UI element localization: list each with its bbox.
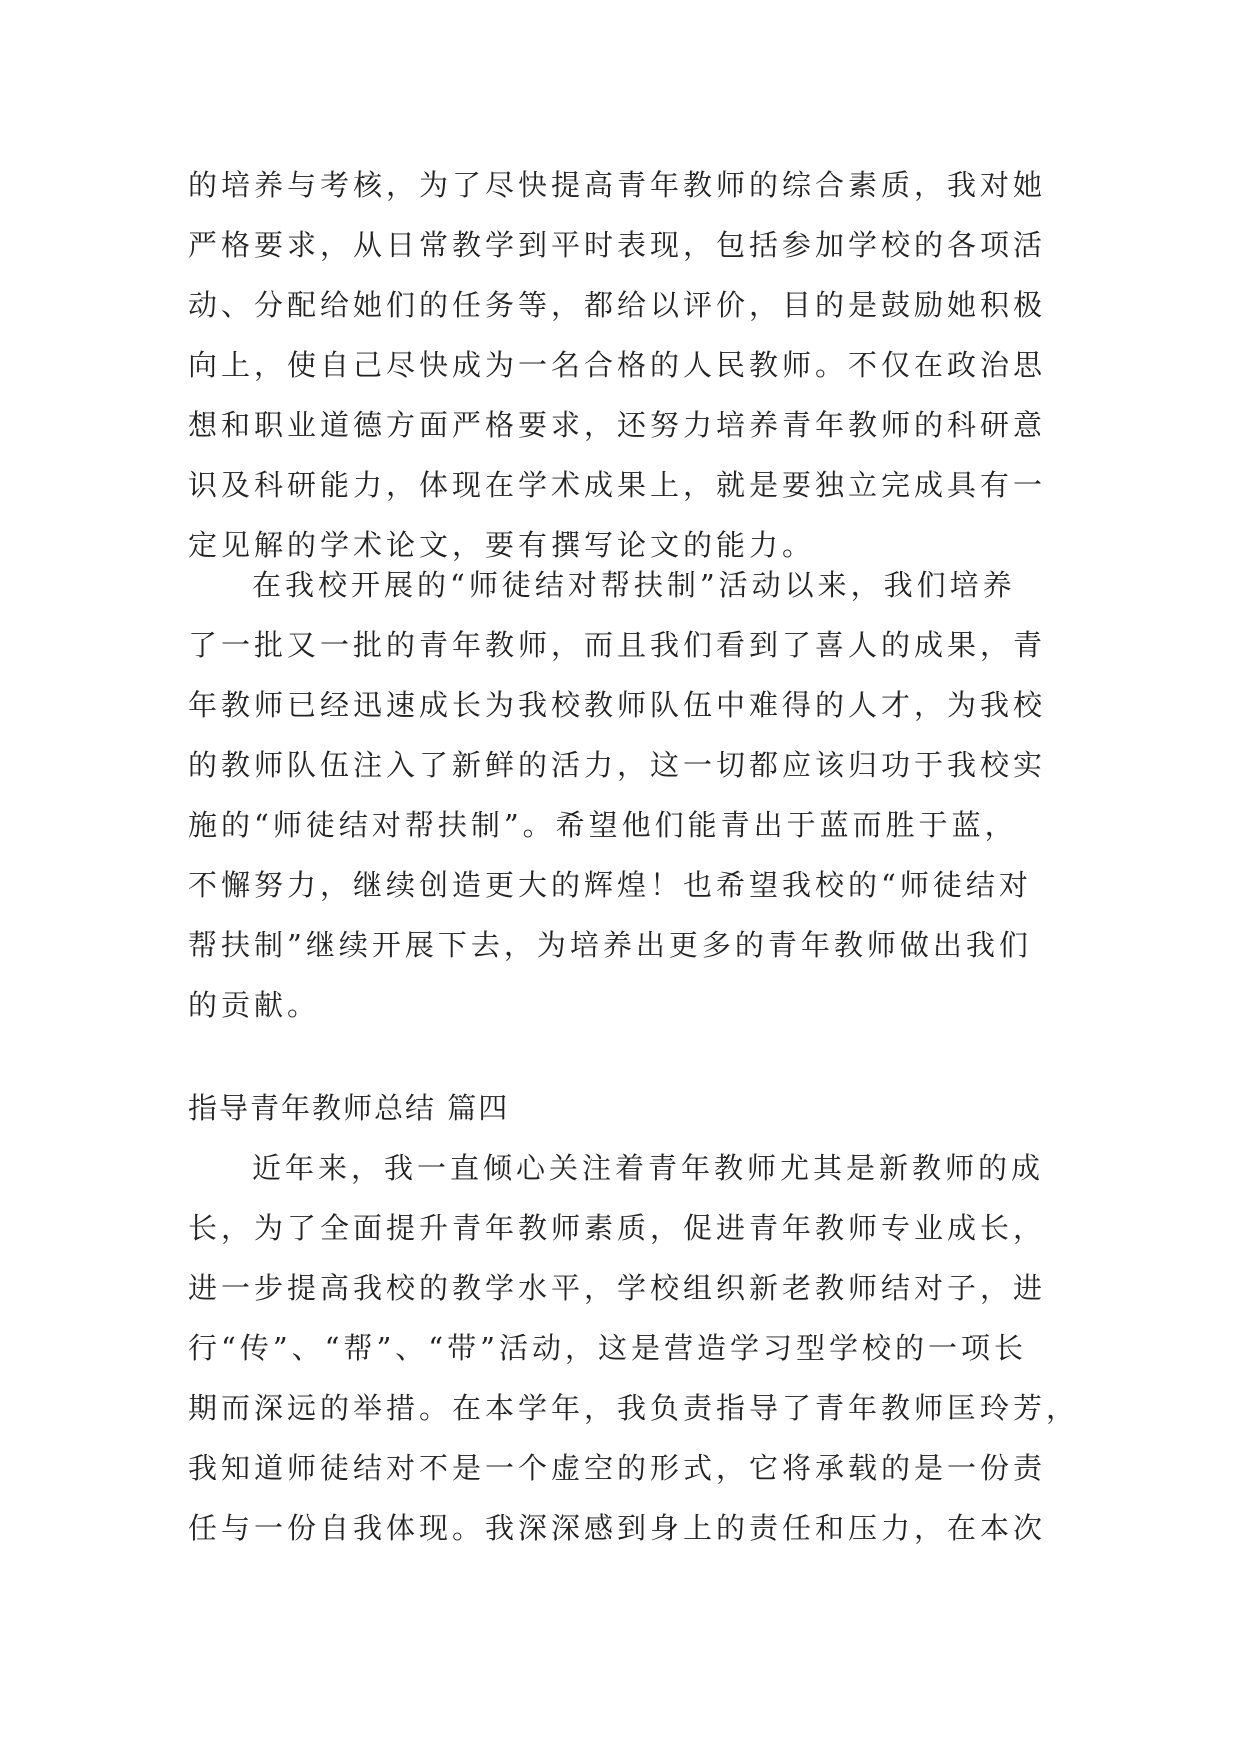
paragraph-line: 动、分配给她们的任务等，都给以评价，目的是鼓励她积极 [188,288,1047,322]
paragraph-line: 的教师队伍注入了新鲜的活力，这一切都应该归功于我校实 [188,748,1047,782]
paragraph-line: 帮扶制”继续开展下去，为培养出更多的青年教师做出我们 [188,928,1032,962]
paragraph-line: 了一批又一批的青年教师，而且我们看到了喜人的成果，青 [188,628,1047,662]
paragraph-line: 近年来，我一直倾心关注着青年教师尤其是新教师的成 [252,1151,1045,1185]
paragraph-continuation [188,155,1058,575]
paragraph-line: 施的“师徒结对帮扶制”。希望他们能青出于蓝而胜于蓝， [188,808,1018,842]
paragraph-line: 向上，使自己尽快成为一名合格的人民教师。不仅在政治思 [188,348,1047,382]
paragraph-line: 定见解的学术论文，要有撰写论文的能力。 [188,528,816,562]
paragraph-line: 识及科研能力，体现在学术成果上，就是要独立完成具有一 [188,468,1047,502]
paragraph-line: 行“传”、“帮”、“带”活动，这是营造学习型学校的一项长 [188,1331,1027,1365]
paragraph-line: 进一步提高我校的教学水平，学校组织新老教师结对子，进 [188,1271,1047,1305]
section-heading: 指导青年教师总结 篇四 [188,1091,510,1125]
paragraph-line: 期而深远的举措。在本学年，我负责指导了青年教师匡玲芳， [188,1391,1080,1425]
paragraph-line: 的贡献。 [188,988,321,1022]
paragraph-line: 任与一份自我体现。我深深感到身上的责任和压力，在本次 [188,1511,1047,1545]
paragraph-line: 不懈努力，继续创造更大的辉煌！也希望我校的“师徒结对 [188,868,1032,902]
paragraph-line: 年教师已经迅速成长为我校教师队伍中难得的人才，为我校 [188,688,1047,722]
paragraph-line: 严格要求，从日常教学到平时表现，包括参加学校的各项活 [188,228,1047,262]
paragraph-line: 长，为了全面提升青年教师素质，促进青年教师专业成长， [188,1211,1047,1245]
paragraph-section-four [188,1138,1080,1558]
paragraph-line: 的培养与考核，为了尽快提高青年教师的综合素质，我对她 [188,168,1047,202]
paragraph-line: 想和职业道德方面严格要求，还努力培养青年教师的科研意 [188,408,1047,442]
paragraph-line: 在我校开展的“师徒结对帮扶制”活动以来，我们培养 [252,568,1016,602]
paragraph-line: 我知道师徒结对不是一个虚空的形式，它将承载的是一份责 [188,1451,1047,1485]
paragraph-mentorship-results [188,555,1058,1035]
